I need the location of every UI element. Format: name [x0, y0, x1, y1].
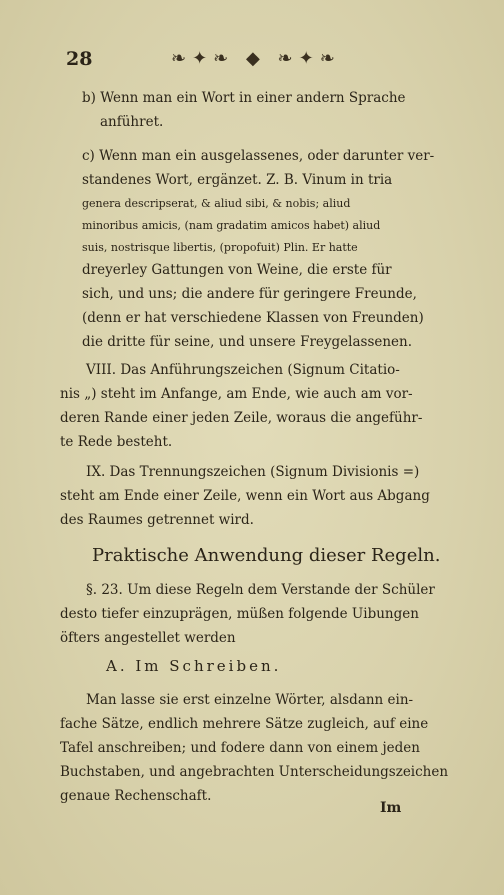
section-heading: Praktische Anwendung dieser Regeln.	[92, 545, 441, 566]
subsection-heading: A. Im Schreiben.	[106, 657, 282, 675]
page-number: 28	[66, 48, 93, 70]
catchword: Im	[380, 800, 402, 816]
text-line: deren Rande einer jeden Zeile, woraus die angeführ-	[60, 410, 423, 426]
text-line: Man lasse sie erst einzelne Wörter, alsdann ein-	[86, 692, 414, 708]
text-line: c) Wenn man ein ausgelassenes, oder darunter ver-	[82, 148, 435, 164]
text-line: Buchstaben, und angebrachten Unterscheidungszeichen	[60, 764, 449, 780]
text-line: te Rede besteht.	[60, 434, 173, 450]
text-line: suis, nostrisque libertis, (propofuit) Plin. Er hatte	[82, 241, 358, 254]
text-line: standenes Wort, ergänzet. Z. B. Vinum in tria	[82, 172, 393, 188]
text-line: (denn er hat verschiedene Klassen von Freunden)	[82, 310, 424, 326]
text-line: sich, und uns; die andere für geringere Freunde,	[82, 286, 417, 302]
text-line: fache Sätze, endlich mehrere Sätze zugleich, auf eine	[60, 716, 429, 732]
text-line: genera descripserat, & aliud sibi, & nobis; aliud	[82, 197, 351, 210]
text-line: §. 23. Um diese Regeln dem Verstande der Schüler	[86, 582, 435, 598]
text-line: des Raumes getrennet wird.	[60, 512, 254, 528]
text-line: Tafel anschreiben; und fodere dann von einem jeden	[60, 740, 420, 756]
text-line: anführet.	[100, 114, 164, 130]
text-line: dreyerley Gattungen von Weine, die erste für	[82, 262, 392, 278]
header-ornament: ❧✦❧ ◆ ❧✦❧	[171, 48, 341, 69]
text-line: VIII. Das Anführungszeichen (Signum Citatio-	[86, 362, 400, 378]
text-line: b) Wenn man ein Wort in einer andern Sprache	[82, 90, 406, 106]
text-line: öfters angestellet werden	[60, 630, 236, 646]
text-line: minoribus amicis, (nam gradatim amicos habet) aliud	[82, 219, 381, 232]
text-line: desto tiefer einzuprägen, müßen folgende Uibungen	[60, 606, 419, 622]
text-line: genaue Rechenschaft.	[60, 788, 212, 804]
text-line: steht am Ende einer Zeile, wenn ein Wort aus Abgang	[60, 488, 430, 504]
text-line: die dritte für seine, und unsere Freygelassenen.	[82, 334, 413, 350]
page-header	[66, 44, 446, 74]
text-line: IX. Das Trennungszeichen (Signum Divisionis =)	[86, 464, 420, 480]
text-line: nis „) steht im Anfange, am Ende, wie auch am vor-	[60, 386, 413, 402]
